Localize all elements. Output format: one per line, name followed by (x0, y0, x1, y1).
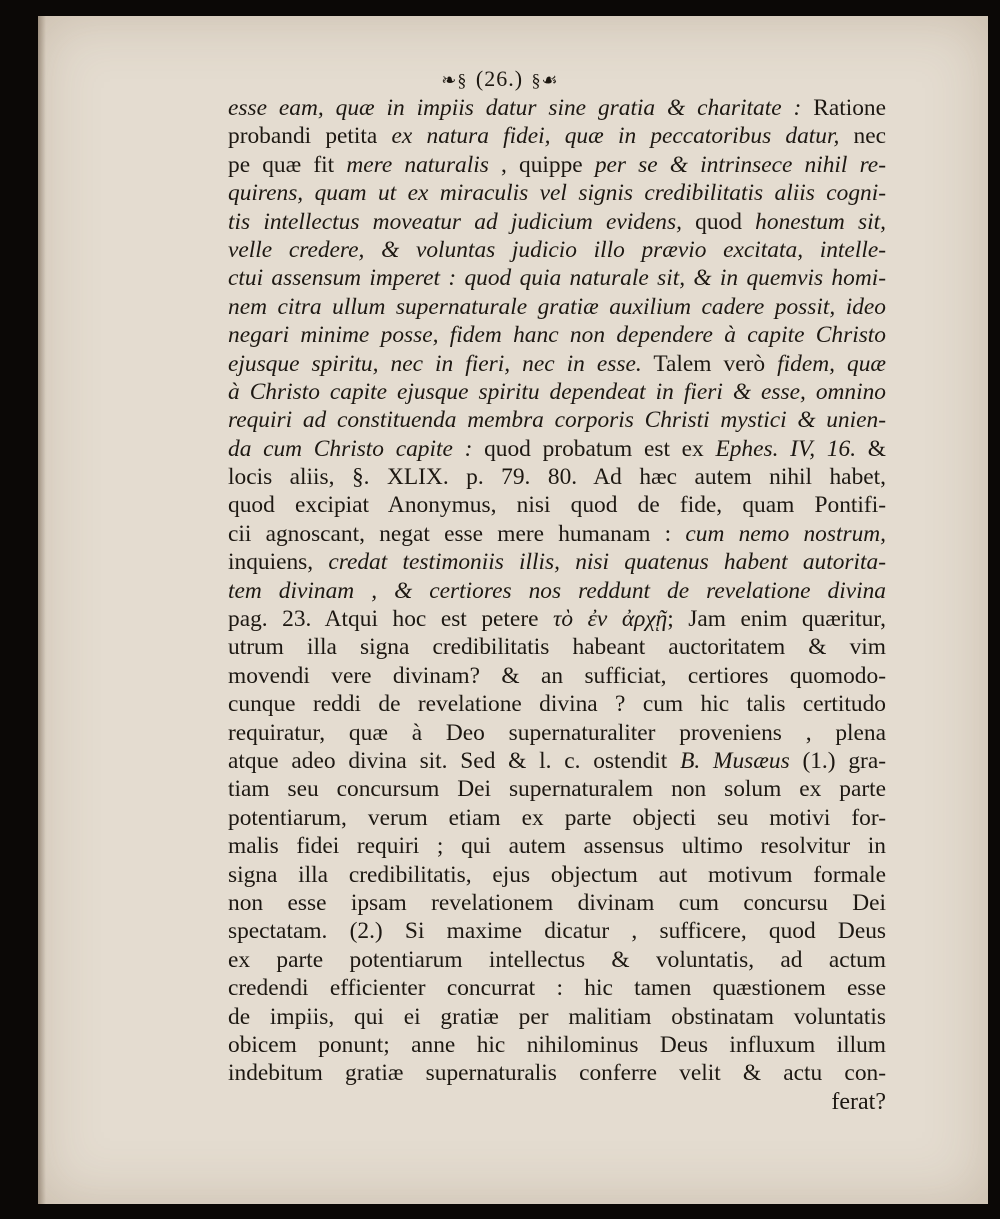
catchword-line (228, 1088, 886, 1116)
text-segment: tis intellectus moveatur ad judicium evidens, (228, 208, 682, 235)
text-segment: quirens, quam ut ex miraculis vel signis credibilitatis aliis cogni- (228, 180, 886, 207)
text-segment: tiam seu concursum Dei supernaturalem non solum ex parte (228, 776, 886, 803)
text-segment: potentiarum, verum etiam ex parte objecti seu motivi for- (228, 804, 886, 831)
text-segment: honestum sit, (755, 208, 887, 235)
text-line (228, 151, 886, 179)
text-line (228, 122, 886, 150)
text-line (228, 861, 886, 889)
text-line (228, 378, 886, 406)
text-segment: non esse ipsam revelationem divinam cum concursu Dei (228, 889, 886, 916)
text-segment: ; Jam enim quæritur, (667, 606, 886, 633)
text-segment: pag. 23. Atqui hoc est petere (228, 606, 554, 633)
text-segment: tem divinam , & certiores nos reddunt de revelatione divina (228, 577, 886, 604)
text-line (228, 208, 886, 236)
text-line (228, 662, 886, 690)
text-segment: locis aliis, §. XLIX. p. 79. 80. Ad hæc autem nihil habet, (228, 464, 886, 491)
text-segment: credat testimoniis illis, nisi quatenus habent autorita- (328, 549, 886, 576)
text-segment (815, 436, 827, 462)
text-segment: nem citra ullum supernaturale gratiæ auxilium cadere possit, ideo (228, 293, 886, 320)
text-segment: malis fidei requiri ; qui autem assensus ultimo resolvitur in (228, 833, 886, 860)
text-segment: requiratur, quæ à Deo supernaturaliter proveniens , plena (228, 719, 886, 746)
text-segment: per se & intrinsece nihil re- (594, 151, 886, 178)
text-line (228, 236, 886, 264)
text-segment: negari minime posse, fidem hanc non dependere à capite Christo (228, 322, 886, 349)
text-segment: B. Musæus (680, 747, 790, 774)
text-line (228, 350, 886, 378)
page-gutter-shadow (38, 16, 46, 1204)
text-segment: Ratione (801, 95, 886, 121)
ornament-right-icon: §☙ (531, 70, 559, 90)
text-line (228, 520, 886, 548)
text-line (228, 1031, 886, 1059)
text-segment: τὸ ἐν ἀρχῇ (553, 606, 668, 633)
text-line (228, 179, 886, 207)
text-segment: cum nemo nostrum, (685, 520, 887, 547)
body-text (228, 94, 886, 1116)
text-line (228, 747, 886, 775)
text-segment: nec (839, 123, 886, 150)
text-segment: obicem ponunt; anne hic nihilominus Deus influxum illum (228, 1031, 886, 1058)
text-line (228, 435, 886, 463)
text-line (228, 1059, 886, 1087)
text-line (228, 264, 886, 292)
text-line (228, 719, 886, 747)
text-segment: probandi petita (228, 123, 392, 150)
text-line (228, 321, 886, 349)
text-segment: (1.) gra- (789, 747, 886, 774)
text-segment: 16. (826, 435, 857, 462)
text-line (228, 917, 886, 945)
text-line (228, 974, 886, 1002)
text-segment: esse eam, quæ in impiis datur sine gratia & charitate : (228, 95, 802, 121)
text-line (228, 1003, 886, 1031)
page-header (0, 66, 1000, 92)
text-line (228, 804, 886, 832)
text-segment: requiri ad constituenda membra corporis Christi mystici & unien- (228, 407, 886, 434)
text-line (228, 463, 886, 491)
catchword: ferat? (831, 1088, 886, 1115)
text-line (228, 690, 886, 718)
text-segment: Ephes. IV, (715, 435, 816, 462)
text-segment: cunque reddi de revelatione divina ? cum hic talis certitudo (228, 691, 886, 718)
text-line (228, 491, 886, 519)
page-number: (26.) (475, 66, 524, 91)
text-segment: mere naturalis (346, 151, 489, 178)
text-segment: ex parte potentiarum intellectus & voluntatis, ad actum (228, 946, 886, 973)
text-segment: inquiens, (228, 549, 329, 576)
text-segment: ctui assensum imperet : quod quia naturale sit, & in quemvis homi- (228, 265, 886, 292)
text-segment: ex natura fidei, quæ in peccatoribus datur, (391, 123, 840, 150)
text-line (228, 605, 886, 633)
text-segment: & (856, 435, 886, 462)
text-segment: fidem, quæ (777, 350, 887, 377)
ornament-left-icon: ❧§ (441, 70, 468, 90)
text-line (228, 633, 886, 661)
text-segment: movendi vere divinam? & an sufficiat, certiores quomodo- (228, 662, 886, 689)
text-segment: Talem verò (641, 350, 778, 377)
text-segment: quod (681, 208, 756, 235)
text-segment: credendi efficienter concurrat : hic tamen quæstionem esse (228, 975, 886, 1002)
text-line (228, 548, 886, 576)
text-line (228, 832, 886, 860)
text-segment: quod excipiat Anonymus, nisi quod de fide, quam Pontifi- (228, 492, 886, 519)
text-line (228, 94, 886, 122)
text-segment: spectatam. (2.) Si maxime dicatur , sufficere, quod Deus (228, 918, 886, 945)
text-line (228, 889, 886, 917)
text-segment: atque adeo divina sit. Sed & l. c. ostendit (228, 747, 681, 774)
text-segment: cii agnoscant, negat esse mere humanam : (228, 520, 686, 547)
text-segment: à Christo capite ejusque spiritu dependeat in fieri & esse, omnino (228, 378, 886, 405)
text-line (228, 577, 886, 605)
text-line (228, 293, 886, 321)
text-line (228, 946, 886, 974)
text-segment: ejusque spiritu, nec in fieri, nec in esse. (228, 350, 642, 377)
text-segment: da cum Christo capite : (228, 435, 473, 462)
text-line (228, 775, 886, 803)
text-segment: , quippe (488, 151, 595, 178)
text-segment: velle credere, & voluntas judicio illo prævio excitata, intelle- (228, 236, 886, 263)
text-line (228, 406, 886, 434)
text-segment: indebitum gratiæ supernaturalis conferre velit & actu con- (228, 1060, 886, 1087)
text-segment: quod probatum est ex (472, 435, 716, 462)
text-segment: utrum illa signa credibilitatis habeant auctoritatem & vim (228, 634, 886, 661)
text-segment: signa illa credibilitatis, ejus objectum aut motivum formale (228, 861, 886, 888)
text-segment: de impiis, qui ei gratiæ per malitiam obstinatam voluntatis (228, 1003, 886, 1030)
text-segment: pe quæ fit (228, 151, 347, 178)
